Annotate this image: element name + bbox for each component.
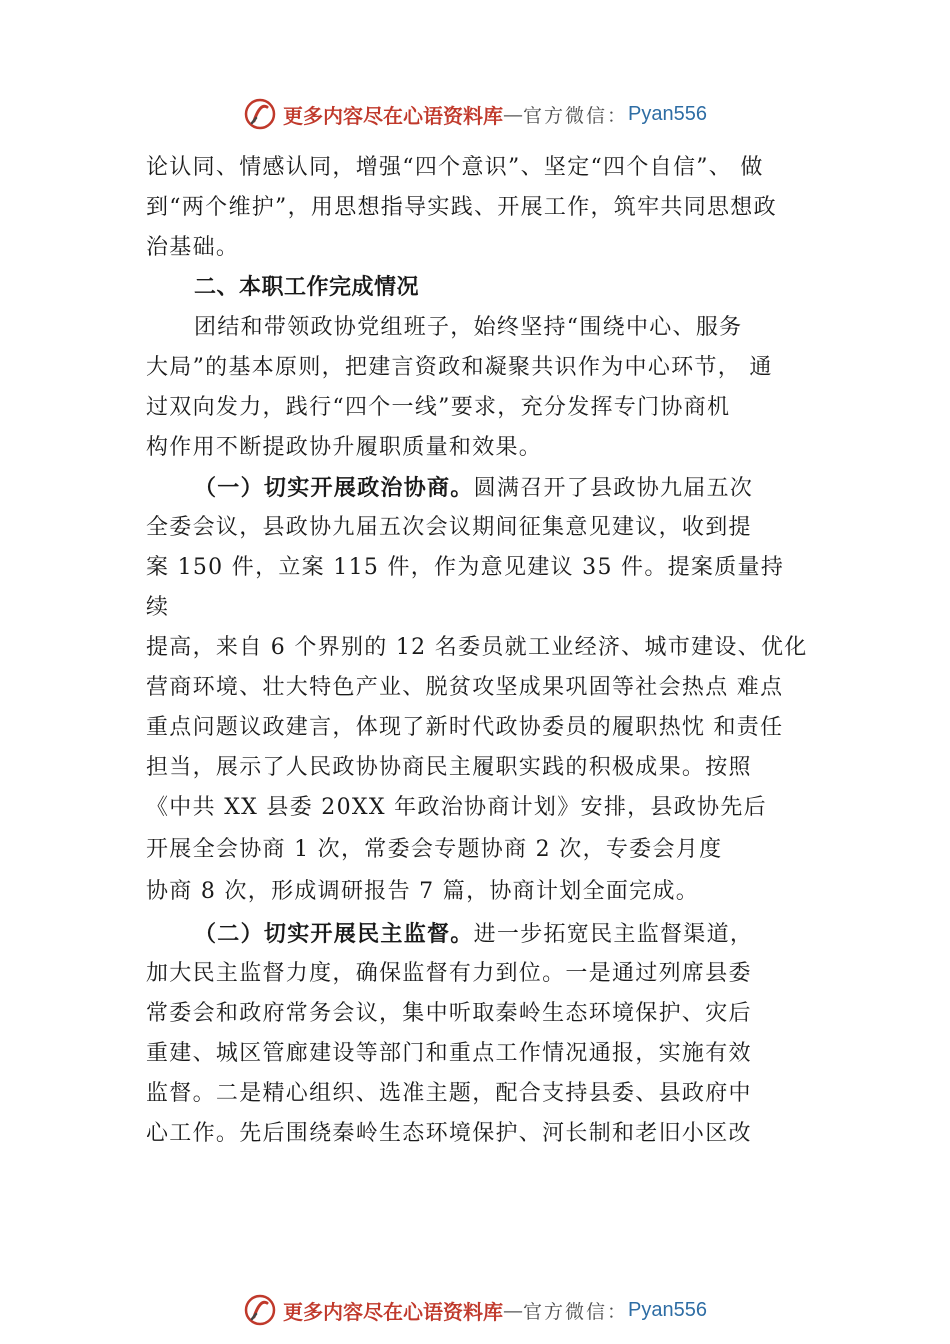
brand-logo-icon	[243, 97, 277, 131]
wechat-label: 官方微信：	[523, 1300, 629, 1323]
paragraph-line: 续	[146, 595, 170, 620]
wechat-label: 官方微信：	[523, 104, 629, 127]
paragraph-line: 案 150 件，立案 115 件，作为意见建议 35 件。提案质量持	[146, 555, 785, 580]
paragraph-line: 营商环境、壮大特色产业、脱贫攻坚成果巩固等社会热点 难点	[146, 675, 784, 700]
paragraph-line: 监督。二是精心组织、选准主题，配合支持县委、县政府中	[146, 1081, 752, 1106]
header-banner	[0, 94, 950, 134]
footer-banner	[0, 1290, 950, 1330]
paragraph-line: 过双向发力，践行“四个一线”要求，充分发挥专门协商机	[146, 395, 731, 420]
paragraph-line: 《中共 XX 县委 20XX 年政治协商计划》安排，县政协先后	[146, 795, 767, 820]
paragraph-line: 全委会议，县政协九届五次会议期间征集意见建议，收到提	[146, 515, 752, 540]
paragraph-line: 协商 8 次，形成调研报告 7 篇，协商计划全面完成。	[146, 879, 700, 904]
wechat-id: Pyan556	[628, 1298, 707, 1321]
paragraph-line: 开展全会协商 1 次，常委会专题协商 2 次，专委会月度	[146, 837, 723, 862]
subsection-title: （二）切实开展民主监督。	[194, 921, 474, 947]
paragraph-line: 心工作。先后围绕秦岭生态环境保护、河长制和老旧小区改	[146, 1121, 752, 1146]
brand-name: 更多内容尽在心语资料库	[283, 103, 503, 128]
paragraph-line: 加大民主监督力度，确保监督有力到位。一是通过列席县委	[146, 961, 752, 986]
paragraph-line: 团结和带领政协党组班子，始终坚持“围绕中心、服务	[194, 315, 743, 340]
paragraph-line: 重点问题议政建言，体现了新时代政协委员的履职热忱 和责任	[146, 715, 784, 740]
section-heading: 二、本职工作完成情况	[194, 275, 420, 300]
subsection-line	[194, 918, 753, 951]
subsection-text: 进一步拓宽民主监督渠道，	[473, 922, 754, 947]
wechat-id: Pyan556	[628, 102, 707, 125]
brand-logo-icon	[243, 1293, 277, 1327]
paragraph-line: 重建、城区管廊建设等部门和重点工作情况通报，实施有效	[146, 1041, 752, 1066]
paragraph-line: 到“两个维护”，用思想指导实践、开展工作，筑牢共同思想政	[146, 195, 777, 220]
subsection-title: （一）切实开展政治协商。	[194, 475, 474, 501]
paragraph-line: 担当，展示了人民政协协商民主履职实践的积极成果。按照	[146, 755, 752, 780]
paragraph-line: 提高，来自 6 个界别的 12 名委员就工业经济、城市建设、优化	[146, 635, 808, 660]
paragraph-line: 治基础。	[146, 235, 240, 260]
paragraph-line: 论认同、情感认同，增强“四个意识”、坚定“四个自信”、 做	[146, 155, 764, 180]
paragraph-line: 大局”的基本原则，把建言资政和凝聚共识作为中心环节， 通	[146, 355, 773, 380]
paragraph-line: 构作用不断提政协升履职质量和效果。	[146, 435, 543, 460]
brand-name: 更多内容尽在心语资料库	[283, 1299, 503, 1324]
banner-separator: —	[503, 102, 523, 126]
banner-separator: —	[503, 1298, 523, 1322]
subsection-text: 圆满召开了县政协九届五次	[473, 476, 754, 501]
subsection-line	[194, 472, 753, 505]
paragraph-line: 常委会和政府常务会议，集中听取秦岭生态环境保护、灾后	[146, 1001, 752, 1026]
